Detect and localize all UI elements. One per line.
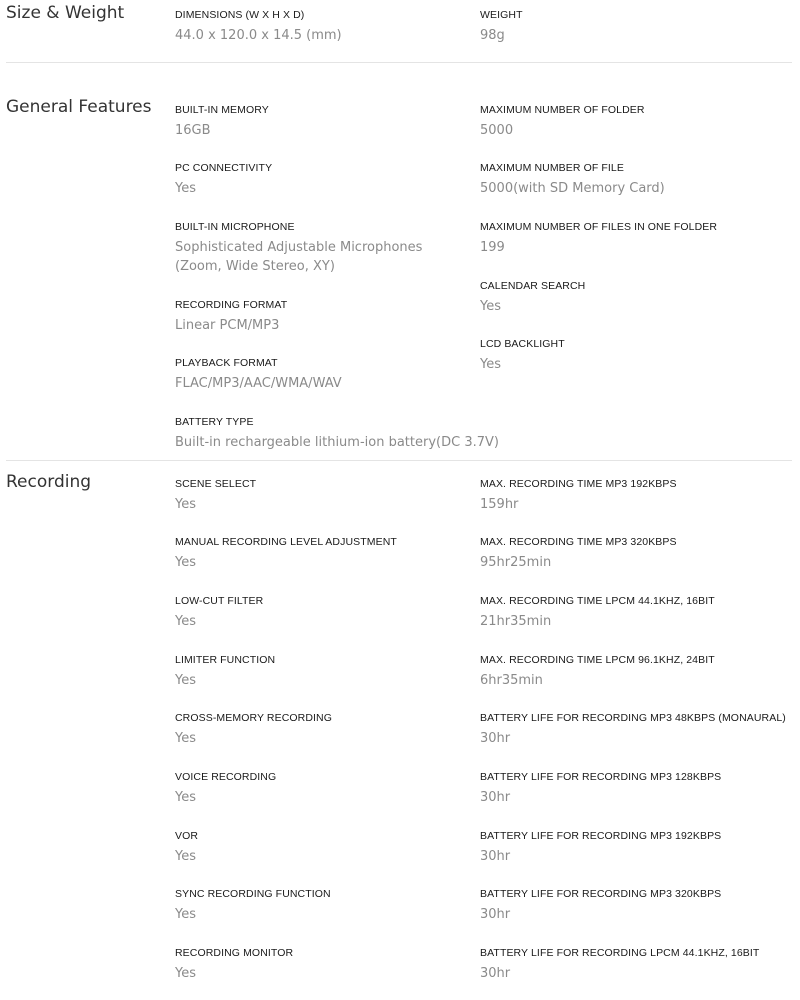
spec-battery-mp3-48 [480,711,795,748]
spec-label: LCD BACKLIGHT [480,338,565,350]
spec-value: Yes [175,555,196,570]
spec-value: 5000(with SD Memory Card) [480,181,665,196]
spec-label: DIMENSIONS (W X H X D) [175,9,305,21]
spec-value: 44.0 x 120.0 x 14.5 (mm) [175,28,342,43]
section-title: Size & Weight [6,3,125,23]
spec-max-rec-lpcm-44 [480,594,795,631]
spec-recording-format [175,298,475,335]
spec-value: Yes [175,673,196,688]
spec-low-cut-filter [175,594,475,631]
spec-value: 30hr [480,907,511,922]
spec-label: MAX. RECORDING TIME MP3 320KBPS [480,536,677,548]
spec-label: SCENE SELECT [175,478,257,490]
spec-value: Yes [480,357,501,372]
spec-value: 30hr [480,849,511,864]
spec-label: BATTERY LIFE FOR RECORDING MP3 320KBPS [480,888,722,900]
spec-value: 21hr35min [480,614,552,629]
spec-value: Yes [175,966,196,981]
spec-value: 16GB [175,123,211,138]
spec-value: 30hr [480,731,511,746]
spec-value: 159hr [480,497,519,512]
section-divider [6,460,792,461]
spec-battery-lpcm-44 [480,946,795,983]
spec-max-rec-lpcm-96 [480,653,795,690]
spec-max-files [480,161,780,198]
spec-value: 5000 [480,123,514,138]
spec-dimensions [175,8,475,45]
spec-value: 30hr [480,790,511,805]
spec-pc-connectivity [175,161,475,198]
spec-label: MAXIMUM NUMBER OF FILES IN ONE FOLDER [480,221,718,233]
spec-value: 199 [480,240,505,255]
spec-label: VOR [175,830,199,842]
spec-value: Yes [175,790,196,805]
spec-label: LOW-CUT FILTER [175,595,264,607]
spec-sync-recording [175,887,475,924]
section-title: General Features [6,97,152,117]
spec-label: MANUAL RECORDING LEVEL ADJUSTMENT [175,536,397,548]
spec-label: PLAYBACK FORMAT [175,357,278,369]
spec-value: Built-in rechargeable lithium-ion battery(DC 3.7V) [175,435,499,450]
spec-battery-mp3-320 [480,887,795,924]
spec-max-folders [480,103,780,140]
spec-max-rec-mp3-192 [480,477,795,514]
spec-label: MAXIMUM NUMBER OF FOLDER [480,104,645,116]
spec-value: 6hr35min [480,673,543,688]
spec-recording-monitor [175,946,475,983]
spec-battery-mp3-128 [480,770,795,807]
section-divider [6,62,792,63]
spec-weight [480,8,780,45]
spec-label: RECORDING MONITOR [175,947,294,959]
spec-manual-recording-level [175,535,475,572]
spec-value: 95hr25min [480,555,552,570]
section-title: Recording [6,472,92,492]
spec-lcd-backlight [480,337,780,374]
spec-label: BATTERY LIFE FOR RECORDING MP3 128KBPS [480,771,722,783]
spec-label: VOICE RECORDING [175,771,277,783]
spec-label: SYNC RECORDING FUNCTION [175,888,331,900]
spec-label: BATTERY LIFE FOR RECORDING MP3 192KBPS [480,830,722,842]
spec-label: PC CONNECTIVITY [175,162,273,174]
spec-label: MAX. RECORDING TIME MP3 192KBPS [480,478,677,490]
spec-label: CALENDAR SEARCH [480,280,586,292]
spec-value: Linear PCM/MP3 [175,318,280,333]
spec-built-in-memory [175,103,475,140]
spec-value: Yes [175,849,196,864]
spec-value: FLAC/MP3/AAC/WMA/WAV [175,376,342,391]
spec-label: MAX. RECORDING TIME LPCM 96.1KHZ, 24BIT [480,654,715,666]
spec-label: BATTERY LIFE FOR RECORDING LPCM 44.1KHZ, 16BIT [480,947,760,959]
spec-vor [175,829,475,866]
spec-label: LIMITER FUNCTION [175,654,276,666]
spec-label: BATTERY TYPE [175,416,254,428]
spec-label: MAXIMUM NUMBER OF FILE [480,162,624,174]
spec-max-files-in-folder [480,220,780,257]
spec-value: Yes [175,497,196,512]
spec-limiter-function [175,653,475,690]
spec-label: WEIGHT [480,9,523,21]
spec-battery-type [175,415,499,452]
spec-cross-memory-recording [175,711,475,748]
spec-battery-mp3-192 [480,829,795,866]
spec-value: Yes [480,299,501,314]
spec-label: BATTERY LIFE FOR RECORDING MP3 48KBPS (MONAURAL) [480,712,786,724]
spec-voice-recording [175,770,475,807]
spec-label: BUILT-IN MEMORY [175,104,269,116]
spec-label: BUILT-IN MICROPHONE [175,221,295,233]
spec-value: Yes [175,731,196,746]
spec-playback-format [175,356,475,393]
spec-value: Yes [175,614,196,629]
spec-value: Sophisticated Adjustable Microphones (Zoom, Wide Stereo, XY) [175,240,423,274]
spec-built-in-microphone [175,220,465,276]
spec-label: CROSS-MEMORY RECORDING [175,712,332,724]
spec-calendar-search [480,279,780,316]
spec-label: MAX. RECORDING TIME LPCM 44.1KHZ, 16BIT [480,595,715,607]
spec-value: 30hr [480,966,511,981]
spec-value: Yes [175,181,196,196]
spec-value: 98g [480,28,505,43]
spec-max-rec-mp3-320 [480,535,795,572]
spec-value: Yes [175,907,196,922]
spec-label: RECORDING FORMAT [175,299,288,311]
spec-scene-select [175,477,475,514]
